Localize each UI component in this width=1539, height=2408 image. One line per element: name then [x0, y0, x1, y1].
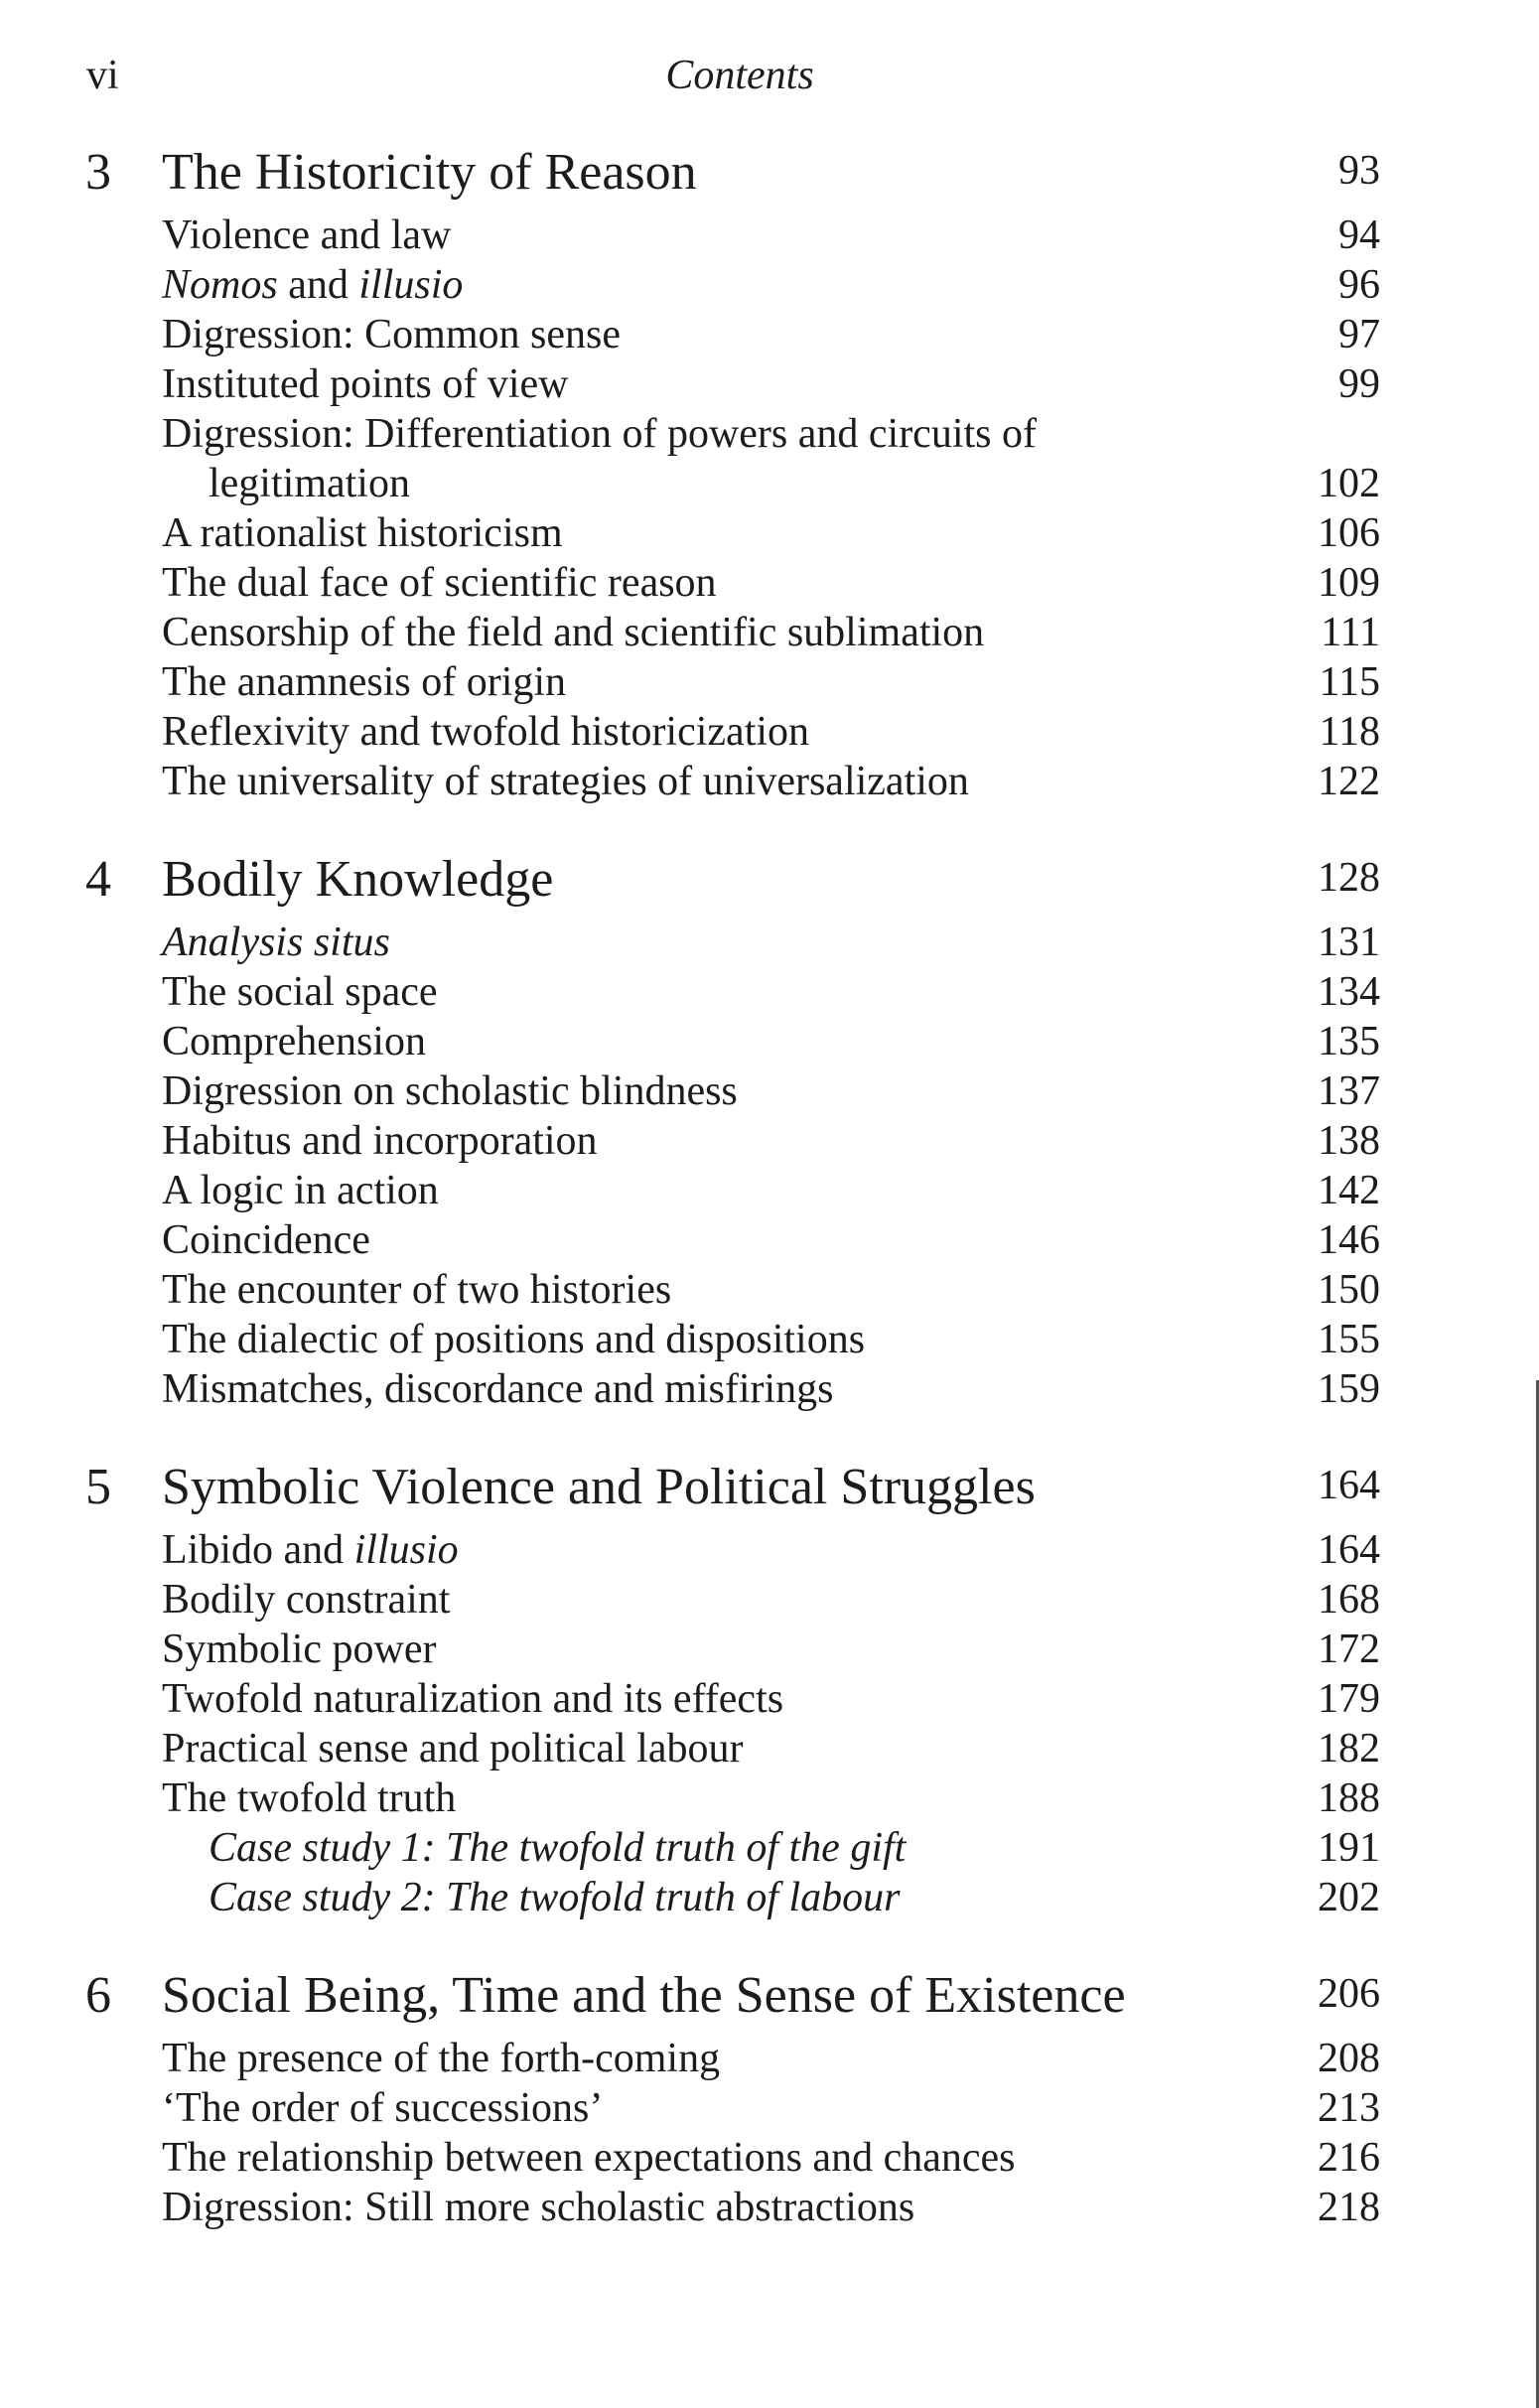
- entry-page: 137: [1318, 1068, 1380, 1114]
- entry-page: 109: [1318, 560, 1380, 606]
- toc-entry[interactable]: [0, 1364, 1539, 1414]
- entry-label: Coincidence: [162, 1217, 370, 1263]
- toc-entry[interactable]: [0, 1525, 1539, 1575]
- toc-entry[interactable]: [0, 608, 1539, 657]
- entry-label: Censorship of the field and scientific sublimation: [162, 610, 985, 655]
- entry-page: 172: [1318, 1627, 1380, 1672]
- entry-label: Twofold naturalization and its effects: [162, 1676, 784, 1722]
- entry-label: Analysis situs: [162, 920, 390, 965]
- chapter-3: [0, 139, 1539, 806]
- toc-entry[interactable]: [0, 359, 1539, 409]
- chapter-title: Bodily Knowledge: [162, 851, 554, 908]
- entry-page: 182: [1318, 1726, 1380, 1771]
- toc-entry[interactable]: [0, 260, 1539, 310]
- chapter-number: 6: [85, 1967, 111, 2024]
- entry-label: The twofold truth: [162, 1775, 457, 1821]
- entry-label: The dual face of scientific reason: [162, 560, 717, 606]
- chapter-heading[interactable]: [0, 1454, 1539, 1525]
- entry-label: The dialectic of positions and dispositions: [162, 1317, 866, 1362]
- chapter-5: [0, 1454, 1539, 1922]
- entry-label: Mismatches, discordance and misfirings: [162, 1366, 834, 1412]
- toc-entry[interactable]: [0, 657, 1539, 707]
- entry-label: A rationalist historicism: [162, 510, 563, 556]
- toc-entry[interactable]: [0, 1773, 1539, 1823]
- chapter-number: 3: [85, 144, 111, 201]
- entry-page: 213: [1318, 2085, 1380, 2131]
- entry-label: The universality of strategies of universalization: [162, 759, 969, 804]
- entry-page: 168: [1318, 1577, 1380, 1623]
- toc-entry[interactable]: [0, 1575, 1539, 1625]
- table-of-contents: [0, 139, 1539, 2272]
- toc-entry[interactable]: [0, 1066, 1539, 1116]
- entry-page: 208: [1318, 2036, 1380, 2081]
- entry-page: 94: [1338, 212, 1380, 258]
- entry-label: Instituted points of view: [162, 361, 569, 407]
- entry-label: Bodily constraint: [162, 1577, 451, 1623]
- toc-entry[interactable]: [0, 1116, 1539, 1166]
- chapter-4: [0, 846, 1539, 1414]
- entry-page: 96: [1338, 262, 1380, 308]
- running-title: Contents: [665, 53, 814, 98]
- entry-label-italic: Nomos: [162, 262, 278, 308]
- entry-page: 134: [1318, 969, 1380, 1015]
- toc-entry[interactable]: [0, 2083, 1539, 2133]
- entry-label: Digression: Common sense: [162, 312, 621, 357]
- toc-entry[interactable]: [0, 1724, 1539, 1773]
- entry-label: The presence of the forth-coming: [162, 2036, 721, 2081]
- entry-page: 122: [1318, 759, 1380, 804]
- chapter-6: [0, 1962, 1539, 2232]
- entry-label: Violence and law: [162, 212, 452, 258]
- chapter-heading[interactable]: [0, 139, 1539, 211]
- entry-page: 142: [1318, 1168, 1380, 1213]
- toc-subentry[interactable]: [0, 1873, 1539, 1922]
- toc-entry[interactable]: [0, 707, 1539, 757]
- chapter-heading[interactable]: [0, 846, 1539, 918]
- entry-page: 159: [1318, 1366, 1380, 1412]
- entry-label: Practical sense and political labour: [162, 1726, 744, 1771]
- toc-entry[interactable]: [0, 1166, 1539, 1215]
- chapter-page: 93: [1338, 148, 1380, 194]
- entry-page: 111: [1321, 610, 1380, 655]
- entry-label: The relationship between expectations and chances: [162, 2135, 1016, 2181]
- entry-page: 106: [1318, 510, 1380, 556]
- entry-page: 218: [1318, 2185, 1380, 2230]
- toc-entry[interactable]: [0, 967, 1539, 1017]
- entry-label: ‘The order of successions’: [162, 2085, 604, 2131]
- entry-label-italic: illusio: [353, 1527, 459, 1573]
- chapter-title: The Historicity of Reason: [162, 144, 697, 201]
- chapter-title: Social Being, Time and the Sense of Existence: [162, 1967, 1126, 2024]
- toc-entry[interactable]: [0, 2034, 1539, 2083]
- toc-entry[interactable]: [0, 1017, 1539, 1066]
- toc-entry[interactable]: [0, 757, 1539, 806]
- entry-label-line2: legitimation: [209, 461, 410, 506]
- toc-entry[interactable]: [0, 1215, 1539, 1265]
- toc-entry[interactable]: [0, 1315, 1539, 1364]
- page-header: [0, 52, 1539, 111]
- entry-label: The anamnesis of origin: [162, 659, 567, 705]
- entry-page: 179: [1318, 1676, 1380, 1722]
- entry-page: 164: [1318, 1527, 1380, 1573]
- page-number: vi: [86, 53, 119, 98]
- toc-entry[interactable]: [0, 1265, 1539, 1315]
- toc-entry[interactable]: [0, 558, 1539, 608]
- entry-label: The encounter of two histories: [162, 1267, 672, 1313]
- entry-label-text: and: [277, 262, 359, 308]
- entry-label: A logic in action: [162, 1168, 439, 1213]
- entry-page: 188: [1318, 1775, 1380, 1821]
- entry-label: [162, 1525, 1214, 1575]
- entry-label: Habitus and incorporation: [162, 1118, 598, 1164]
- toc-entry[interactable]: [0, 918, 1539, 967]
- entry-label-line1: Digression: Differentiation of powers and circuits of: [162, 411, 1037, 457]
- toc-entry[interactable]: [0, 1625, 1539, 1674]
- toc-subentry[interactable]: [0, 1823, 1539, 1873]
- entry-label: [162, 409, 1155, 508]
- entry-label: Case study 1: The twofold truth of the gift: [209, 1825, 907, 1871]
- entry-page: 191: [1318, 1825, 1380, 1871]
- chapter-heading[interactable]: [0, 1962, 1539, 2034]
- entry-page: 202: [1318, 1875, 1380, 1920]
- toc-entry[interactable]: [0, 2183, 1539, 2232]
- toc-entry[interactable]: [0, 211, 1539, 260]
- toc-entry[interactable]: [0, 409, 1539, 508]
- toc-entry[interactable]: [0, 2133, 1539, 2183]
- entry-page: 99: [1338, 361, 1380, 407]
- chapter-page: 164: [1318, 1463, 1380, 1508]
- chapter-number: 4: [85, 851, 111, 908]
- entry-page: 216: [1318, 2135, 1380, 2181]
- entry-label: Symbolic power: [162, 1627, 437, 1672]
- entry-label: Case study 2: The twofold truth of labour: [209, 1875, 901, 1920]
- entry-page: 97: [1338, 312, 1380, 357]
- entry-page: 102: [1318, 461, 1380, 506]
- entry-page: 115: [1319, 659, 1380, 705]
- entry-page: 138: [1318, 1118, 1380, 1164]
- entry-page: 118: [1319, 709, 1380, 755]
- chapter-number: 5: [85, 1459, 111, 1515]
- chapter-page: 128: [1318, 855, 1380, 901]
- entry-label-text: Libido and: [162, 1527, 354, 1573]
- toc-entry[interactable]: [0, 1674, 1539, 1724]
- entry-label: Digression on scholastic blindness: [162, 1068, 738, 1114]
- entry-page: 135: [1318, 1019, 1380, 1064]
- entry-label: [162, 260, 1214, 310]
- entry-label: The social space: [162, 969, 438, 1015]
- toc-entry[interactable]: [0, 310, 1539, 359]
- entry-label: Comprehension: [162, 1019, 426, 1064]
- entry-page: 155: [1318, 1317, 1380, 1362]
- toc-entry[interactable]: [0, 508, 1539, 558]
- entry-page: 150: [1318, 1267, 1380, 1313]
- entry-page: 131: [1318, 920, 1380, 965]
- entry-label: Reflexivity and twofold historicization: [162, 709, 810, 755]
- chapter-page: 206: [1318, 1971, 1380, 2017]
- entry-label-italic: illusio: [358, 262, 464, 308]
- chapter-title: Symbolic Violence and Political Struggles: [162, 1459, 1036, 1515]
- entry-page: 146: [1318, 1217, 1380, 1263]
- entry-label: Digression: Still more scholastic abstractions: [162, 2185, 915, 2230]
